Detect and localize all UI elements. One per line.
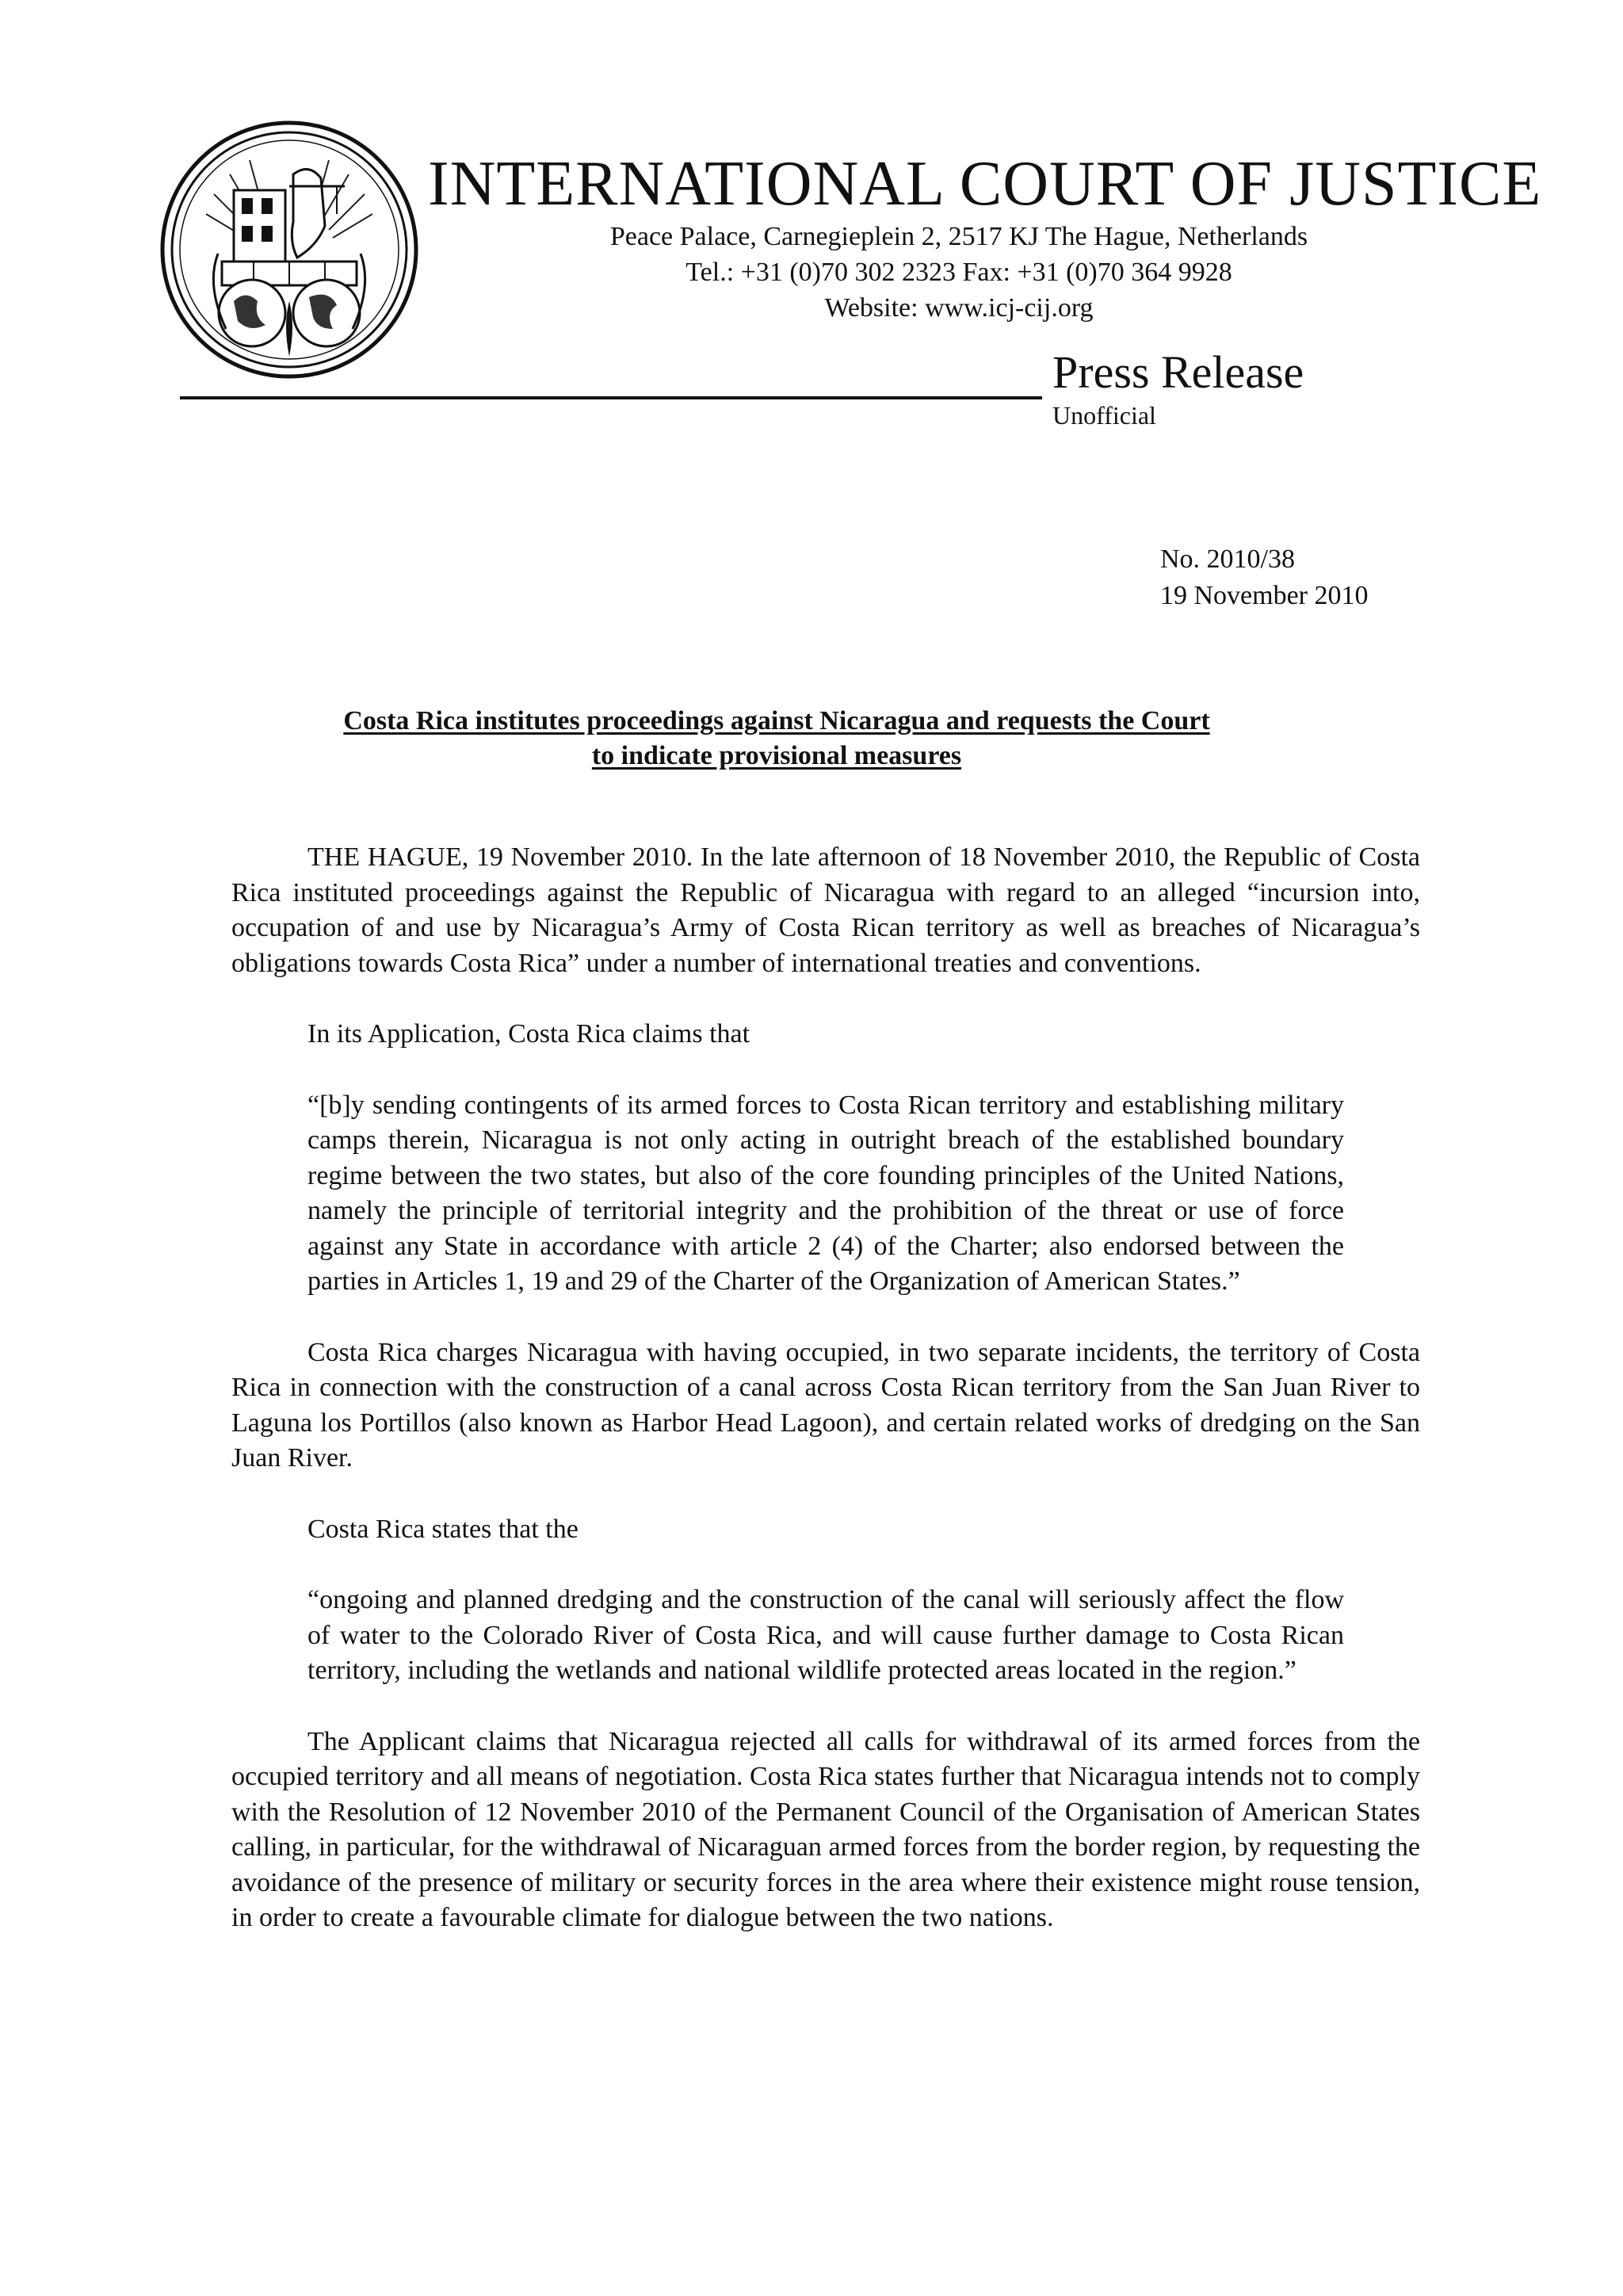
- quotation-2: “ongoing and planned dredging and the construction of the canal will seriously affect the flow of water to the Colorado River of Costa Rica, and will cause further damage to Costa Rican territory, including the wetlands and national wildlife protected areas located in the region.”: [307, 1585, 1344, 1685]
- quotation-1: “[b]y sending contingents of its armed forces to Costa Rican territory and establishing military camps therein, Nicaragua is not only acting in outright breach of the established boundary regime between the two states, but also of the core founding principles of the United Nations, namely the principle of territorial integrity and the prohibition of the threat or use of force against any State in accordance with article 2 (4) of the Charter; also endorsed between the parties in Articles 1, 19 and 29 of the Charter of the Organization of American States.”: [307, 1090, 1344, 1296]
- contact-block: [507, 219, 1411, 326]
- reference-block: [1160, 541, 1369, 614]
- header-divider: [180, 396, 1042, 399]
- phone-fax: Tel.: +31 (0)70 302 2323 Fax: +31 (0)70 364 9928: [685, 258, 1232, 287]
- paragraph-3: Costa Rica charges Nicaragua with having occupied, in two separate incidents, the territory of Costa Rica in connection with the construction of a canal across Costa Rican territory from the San Juan River to Laguna los Portillos (also known as Harbor Head Lagoon), and certain related works of dredging on the San Juan River.: [231, 1337, 1420, 1473]
- body-text: [231, 840, 1420, 1972]
- release-number: No. 2010/38: [1160, 544, 1295, 574]
- icj-seal-logo: [158, 119, 420, 380]
- press-release-title: Press Release: [1052, 346, 1304, 398]
- address: Peace Palace, Carnegieplein 2, 2517 KJ The Hague, Netherlands: [609, 222, 1308, 251]
- headline-line-1: Costa Rica institutes proceedings against Nicaragua and requests the Court: [343, 706, 1210, 735]
- paragraph-5: The Applicant claims that Nicaragua rejected all calls for withdrawal of its armed forces from the occupied territory and all means of negotiation. Costa Rica states further that Nicaragua intends not to comply with the Resolution of 12 November 2010 of the Permanent Council of the Organisation of American States calling, in particular, for the withdrawal of Nicaraguan armed forces from the border region, by requesting the avoidance of the presence of military or security forces in the area where their existence might rouse tension, in order to create a favourable climate for dialogue between the two nations.: [231, 1726, 1420, 1932]
- paragraph-1: THE HAGUE, 19 November 2010. In the late afternoon of 18 November 2010, the Republic of Costa Rica instituted proceedings against the Republic of Nicaragua with regard to an alleged “incursion into, occupation of and use by Nicaragua’s Army of Costa Rican territory as well as breaches of Nicaragua’s obligations towards Costa Rica” under a number of international treaties and conventions.: [231, 842, 1420, 978]
- organization-name: INTERNATIONAL COURT OF JUSTICE: [428, 149, 1542, 219]
- paragraph-2: In its Application, Costa Rica claims that: [307, 1019, 750, 1049]
- press-release-status: Unofficial: [1052, 401, 1156, 430]
- release-date: 19 November 2010: [1160, 581, 1369, 610]
- headline: [230, 704, 1323, 774]
- website: Website: www.icj-cij.org: [824, 293, 1094, 323]
- headline-line-2: to indicate provisional measures: [591, 741, 962, 770]
- paragraph-4: Costa Rica states that the: [307, 1514, 579, 1544]
